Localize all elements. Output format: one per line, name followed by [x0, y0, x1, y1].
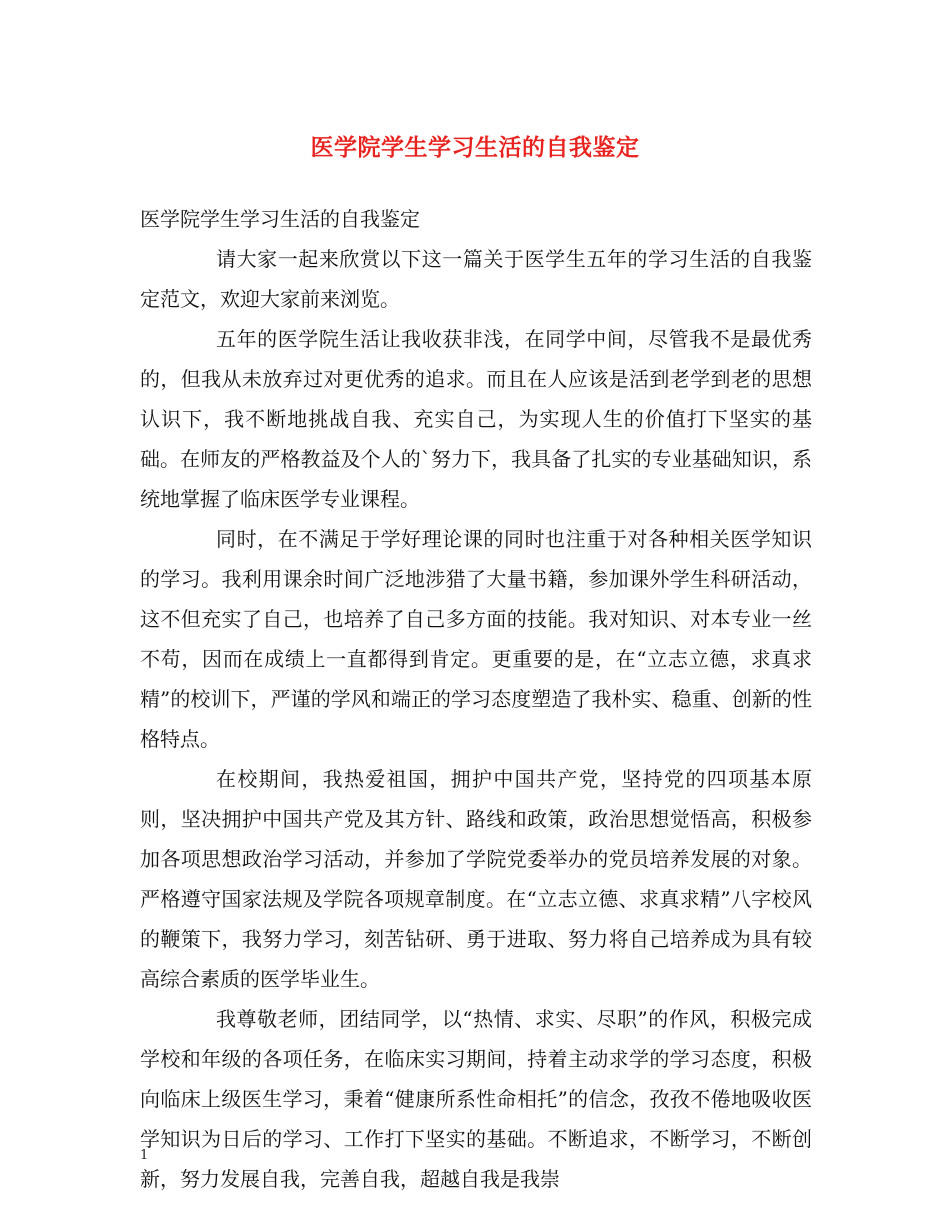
- body-heading-line: 医学院学生学习生活的自我鉴定: [140, 207, 420, 231]
- paragraph-knowledge: 同时，在不满足于学好理论课的同时也注重于对各种相关医学知识的学习。我利用课余时间广泛地涉猎了大量书籍，参加课外学生科研活动，这不但充实了自己，也培养了自己多方面的技能。我对知识、对本专业一丝不苟，因而在成绩上一直都得到肯定。更重要的是，在“立志立德，求真求精”的校训下，严谨的学风和端正的学习态度塑造了我朴实、稳重、创新的性格特点。: [140, 527, 812, 751]
- paragraph-intro: 请大家一起来欣赏以下这一篇关于医学生五年的学习生活的自我鉴定范文，欢迎大家前来浏览。: [140, 247, 812, 311]
- paragraph-conduct: 我尊敬老师，团结同学，以“热情、求实、尽职”的作风，积极完成学校和年级的各项任务，在临床实习期间，持着主动求学的学习态度，积极向临床上级医生学习，秉着“健康所系性命相托”的信念，孜孜不倦地吸收医学知识为日后的学习、工作打下坚实的基础。不断追求，不断学习，不断创新，努力发展自我，完善自我，超越自我是我崇: [140, 1007, 812, 1191]
- paragraph-politics: 在校期间，我热爱祖国，拥护中国共产党，坚持党的四项基本原则，坚决拥护中国共产党及其方针、路线和政策，政治思想觉悟高，积极参加各项思想政治学习活动，并参加了学院党委举办的党员培养发展的对象。严格遵守国家法规及学院各项规章制度。在“立志立德、求真求精”八字校风的鞭策下，我努力学习，刻苦钻研、勇于进取、努力将自己培养成为具有较高综合素质的医学毕业生。: [140, 767, 812, 991]
- document-body: [140, 199, 812, 1199]
- page-number: 1: [140, 1148, 149, 1163]
- paragraph-study: 五年的医学院生活让我收获非浅，在同学中间，尽管我不是最优秀的，但我从未放弃过对更优秀的追求。而且在人应该是活到老学到老的思想认识下，我不断地挑战自我、充实自己，为实现人生的价值打下坚实的基础。在师友的严格教益及个人的`努力下，我具备了扎实的专业基础知识，系统地掌握了临床医学专业课程。: [140, 327, 812, 511]
- document-title: 医学院学生学习生活的自我鉴定: [310, 134, 640, 161]
